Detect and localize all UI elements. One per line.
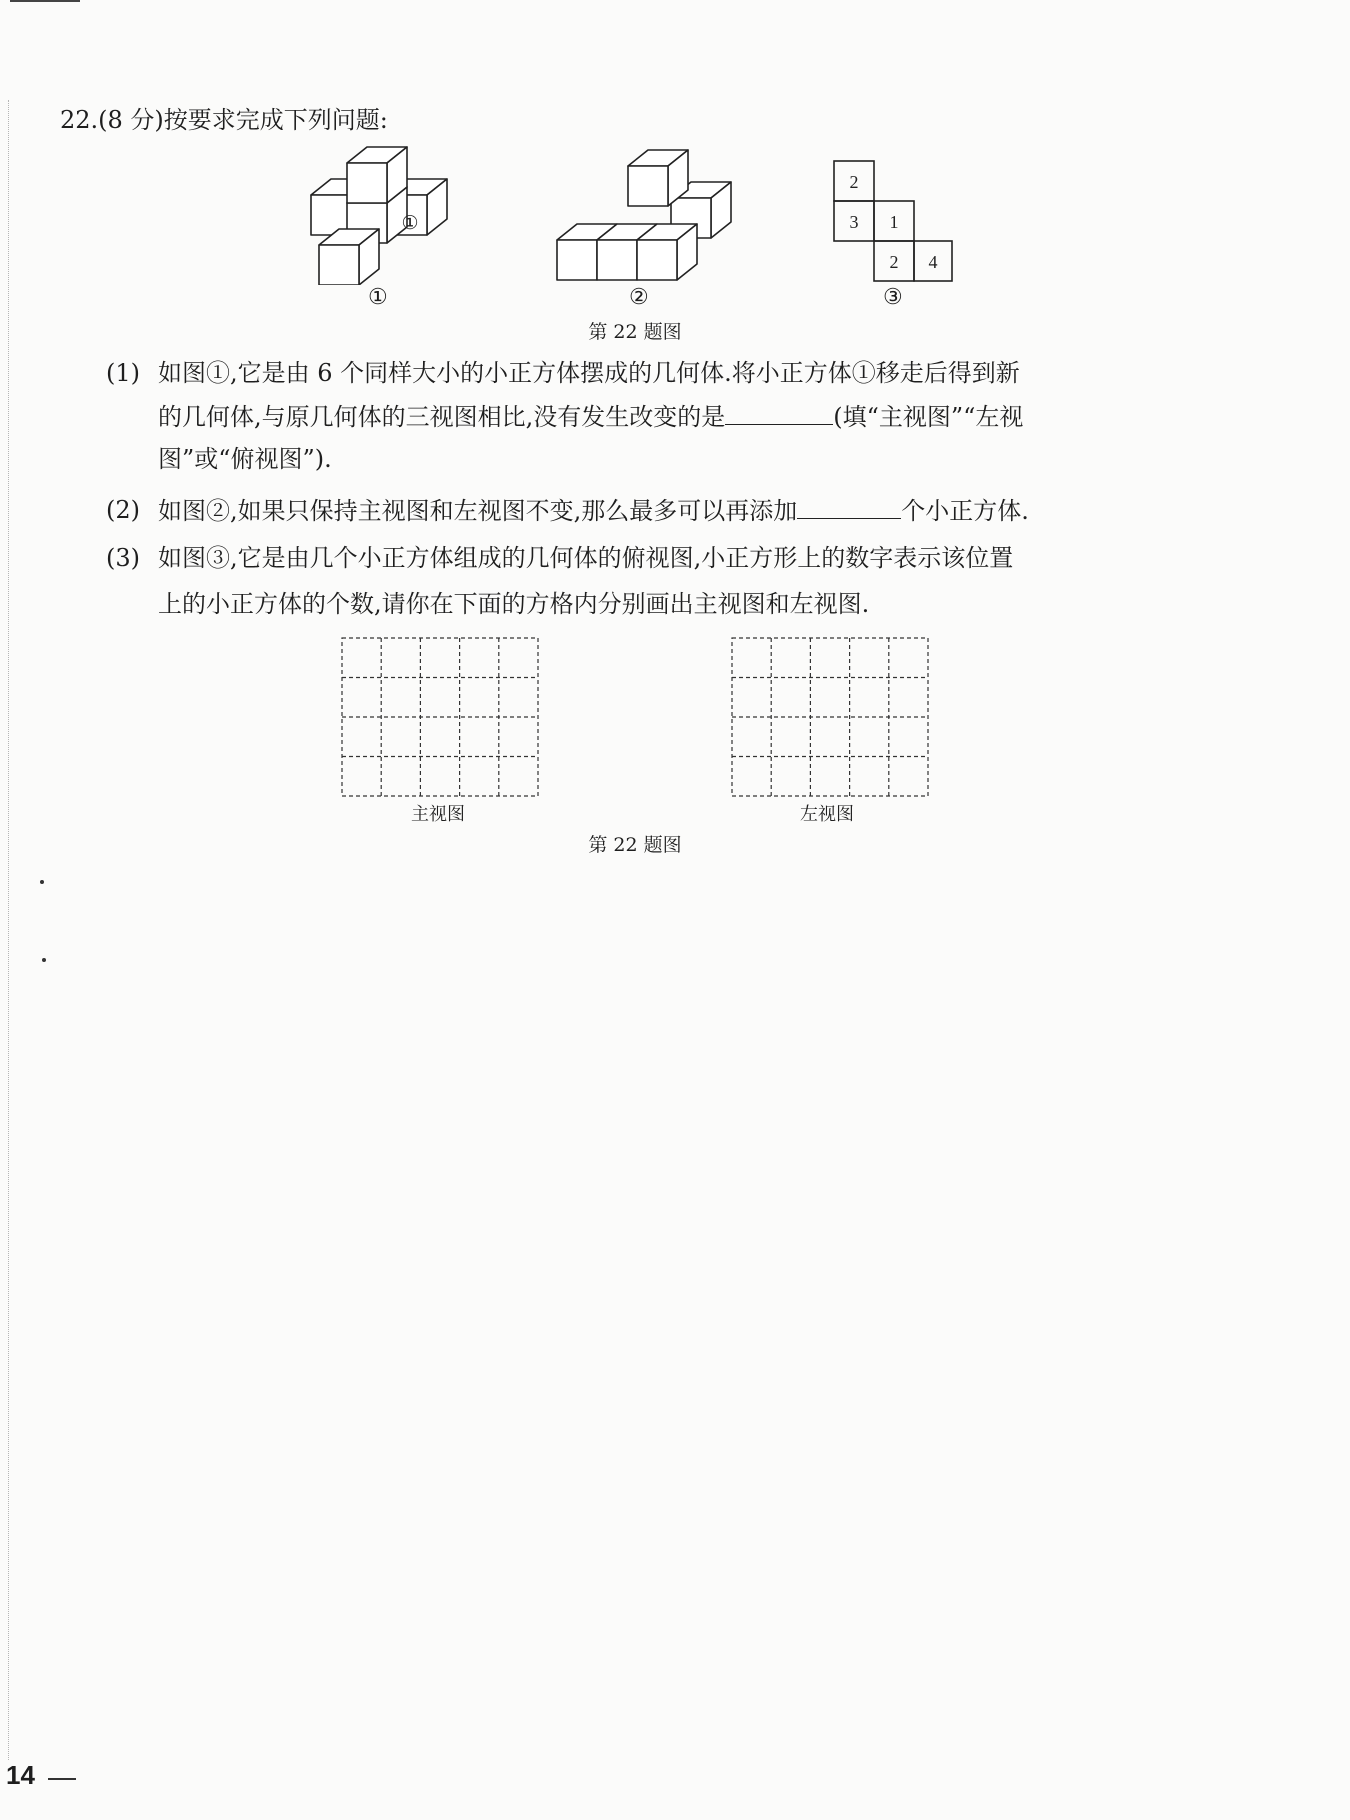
part-3-line2: 上的小正方体的个数,请你在下面的方格内分别画出主视图和左视图. (158, 590, 870, 618)
answer-blank-2[interactable] (797, 492, 901, 519)
margin-dot (40, 880, 44, 884)
part-2-text: 个小正方体. (901, 497, 1029, 525)
binding-margin-dots (8, 100, 9, 1760)
part-1-line1: 如图①,它是由 6 个同样大小的小正方体摆成的几何体.将小正方体①移走后得到新 (158, 359, 1020, 387)
cube-front-face (347, 163, 387, 203)
question-title: 22.(8 分)按要求完成下列问题: (60, 106, 388, 134)
cube-front-face (319, 245, 359, 285)
front-view-label: 主视图 (411, 804, 465, 825)
page-number: 14 (6, 1760, 35, 1790)
part-1-line3: 图”或“俯视图”). (158, 445, 332, 473)
left-view-grid[interactable] (731, 637, 931, 799)
top-rule (10, 0, 80, 2)
figure-caption-bottom: 第 22 题图 (588, 834, 682, 856)
left-view-label: 左视图 (800, 804, 854, 825)
cube-front-face (597, 240, 637, 280)
cube-marker: ① (401, 213, 419, 234)
top-view-count: 2 (889, 252, 899, 272)
figure-3-top-view (833, 160, 953, 284)
figure-label-2: ② (629, 285, 649, 310)
cube-front-face (557, 240, 597, 280)
margin-dot (42, 958, 46, 962)
part-2-text: 如图②,如果只保持主视图和左视图不变,那么最多可以再添加 (158, 497, 798, 525)
part-2-number: (2) (106, 496, 140, 524)
top-view-count: 2 (849, 172, 859, 192)
figure-label-1: ① (368, 285, 388, 310)
part-1-number: (1) (106, 359, 140, 387)
part-3-line1: 如图③,它是由几个小正方体组成的几何体的俯视图,小正方形上的数字表示该位置 (158, 544, 1014, 572)
top-view-count: 1 (889, 212, 899, 232)
cube-front-face (628, 166, 668, 206)
figure-caption-top: 第 22 题图 (588, 321, 682, 343)
top-view-count: 3 (849, 212, 859, 232)
part-1-text: (填“主视图”“左视 (833, 403, 1024, 431)
top-view-count: 4 (928, 252, 938, 272)
figure-label-3: ③ (883, 285, 903, 310)
part-1-line2 (158, 398, 1023, 435)
figure-2-cubes (553, 148, 733, 282)
page-number-dash (48, 1778, 76, 1780)
cube-front-face (637, 240, 677, 280)
front-view-grid[interactable] (341, 637, 541, 799)
part-1-text: 的几何体,与原几何体的三视图相比,没有发生改变的是 (158, 403, 726, 431)
part-2-line1 (158, 492, 1029, 529)
figure-1-cubes (300, 145, 460, 285)
answer-blank-1[interactable] (725, 398, 833, 425)
part-3-number: (3) (106, 544, 140, 572)
